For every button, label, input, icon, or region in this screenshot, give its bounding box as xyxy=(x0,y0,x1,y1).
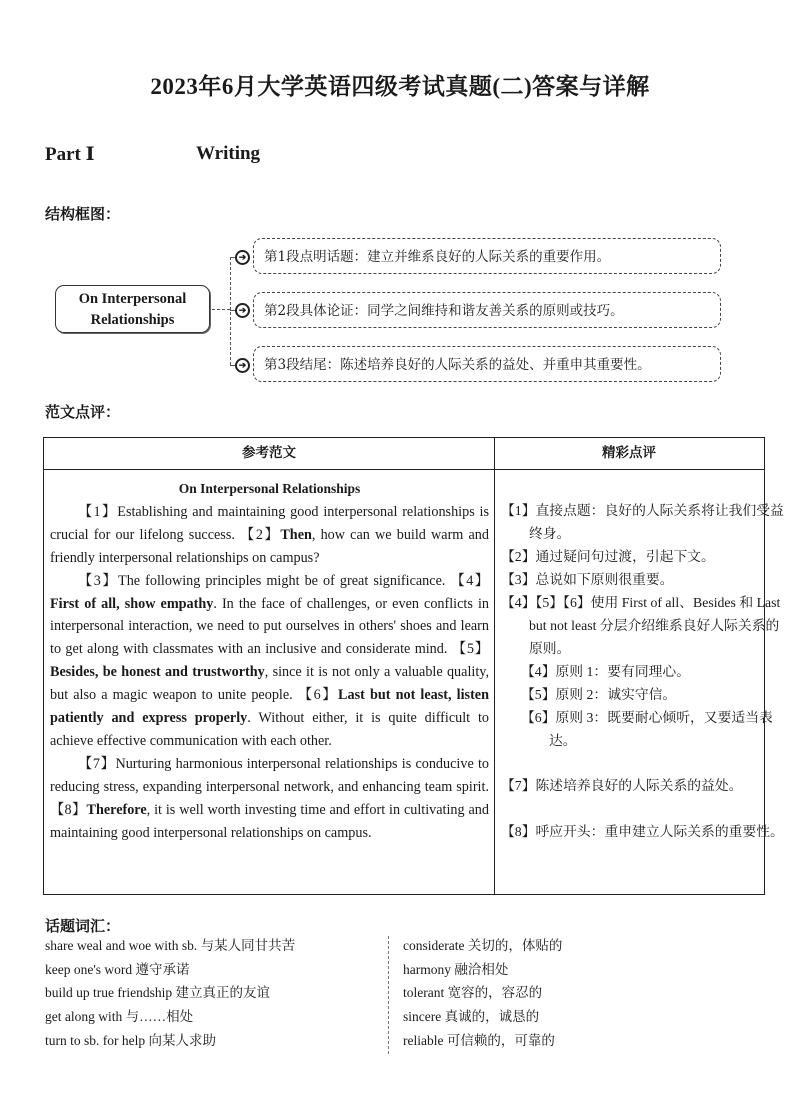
vocab-item: tolerant 宽容的，容忍的 xyxy=(403,985,543,1001)
vocab-item: turn to sb. for help 向某人求助 xyxy=(45,1032,216,1048)
essay-paragraph xyxy=(50,501,489,570)
connector xyxy=(212,309,230,310)
vocab-item: reliable 可信赖的，可靠的 xyxy=(403,1032,555,1048)
diagram-root xyxy=(55,285,210,333)
essay-bold-phrase: First of all, show empathy xyxy=(50,595,214,612)
vocabulary-divider xyxy=(388,936,389,1054)
vocabulary-left xyxy=(45,934,295,1053)
essay-text: 【3】The following principles might be of great significance. 【4】 xyxy=(78,572,489,589)
comment-item: 【2】通过疑问句过渡，引起下文。 xyxy=(501,549,715,564)
column-header-comment: 精彩点评 xyxy=(494,438,764,470)
comment-subitem: 【6】原则 3：既要耐心倾听，又要适当表达。 xyxy=(521,710,773,748)
part-number: Part Ⅰ xyxy=(45,144,95,165)
essay-text: , how can we build warm and friendly interpersonal relationships on campus? xyxy=(50,526,489,566)
structure-diagram xyxy=(50,230,730,390)
page-title: 2023年6月大学英语四级考试真题(二)答案与详解 xyxy=(150,74,650,99)
vocab-item: keep one's word 遵守承诺 xyxy=(45,961,190,977)
comment-subitem: 【4】原则 1：要有同理心。 xyxy=(521,664,691,679)
review-heading: 范文点评： xyxy=(45,403,121,421)
essay-text: , it is well worth investing time and effort in cultivating and maintaining good interpersonal relationships on campus. xyxy=(50,801,489,841)
column-divider xyxy=(494,438,495,894)
essay-title: On Interpersonal Relationships xyxy=(178,481,361,496)
comment-subitem: 【5】原则 2：诚实守信。 xyxy=(521,687,677,702)
essay-paragraph xyxy=(50,570,489,753)
vocab-item: considerate 关切的，体贴的 xyxy=(403,938,563,953)
root-line: Relationships xyxy=(90,312,175,328)
part-name: Writing xyxy=(196,143,261,164)
vocab-item: share weal and woe with sb. 与某人同甘共苦 xyxy=(45,938,296,953)
column-header-essay: 参考范文 xyxy=(44,438,494,470)
comment-item: 【8】呼应开头：重申建立人际关系的重要性。 xyxy=(501,824,784,839)
arrow-icon: ➔ xyxy=(235,358,250,373)
comment-item: 【4】【5】【6】使用 First of all、Besides 和 Last but not least 分层介绍维系良好人际关系的原则。 xyxy=(501,595,781,656)
arrow-icon: ➔ xyxy=(235,250,250,265)
essay-text: 【7】Nurturing harmonious interpersonal relationships is conducive to reducing stress, expanding interpersonal network, and enhancing team spirit. 【8】 xyxy=(50,755,489,818)
arrow-icon: ➔ xyxy=(235,303,250,318)
essay-bold-phrase: Therefore xyxy=(86,801,147,818)
vocab-item: build up true friendship 建立真正的友谊 xyxy=(45,985,270,1001)
vocab-item: get along with 与……相处 xyxy=(45,1009,194,1025)
connector xyxy=(230,257,231,365)
essay-text: . Without either, it is quite difficult to achieve effective communication with each other. xyxy=(50,710,490,749)
vocabulary-right xyxy=(403,934,562,1053)
review-table xyxy=(43,437,784,895)
vocab-item: harmony 融洽相处 xyxy=(403,961,509,977)
essay-bold-phrase: Besides, be honest and trustworthy xyxy=(50,664,265,681)
root-line: On Interpersonal xyxy=(78,291,187,307)
vocabulary-heading: 话题词汇： xyxy=(45,917,121,935)
comment-item: 【3】总说如下原则很重要。 xyxy=(501,572,674,587)
essay-text: 【1】Establishing and maintaining good interpersonal relationships is crucial for our lifelong success. 【2】 xyxy=(50,503,489,543)
essay-text: , since it is not only a valuable quality, but also a magic weapon to unite people. 【6】 xyxy=(50,664,489,704)
essay-paragraph xyxy=(50,753,489,845)
comment-item: 【7】陈述培养良好的人际关系的益处。 xyxy=(501,778,743,793)
vocab-item: sincere 真诚的，诚恳的 xyxy=(403,1009,540,1025)
essay-bold-phrase: Then xyxy=(280,526,312,543)
essay-bold-phrase: Last but not least, listen patiently and express properly xyxy=(50,687,489,727)
diagram-branch: 第2段具体论证：同学之间维持和谐友善关系的原则或技巧。 xyxy=(253,292,721,328)
diagram-branch: 第3段结尾：陈述培养良好的人际关系的益处、并重申其重要性。 xyxy=(253,346,721,382)
structure-heading: 结构框图： xyxy=(45,205,121,223)
model-essay xyxy=(50,478,489,845)
essay-text: . In the face of challenges, or even conflicts in interpersonal interaction, we need to put ourselves in others' shoes and learn to get along with classmates with an inclusive and considerate mind. 【5】 xyxy=(50,595,489,658)
comment-item: 【1】直接点题：良好的人际关系将让我们受益终身。 xyxy=(501,503,784,541)
diagram-branch: 第1段点明话题：建立并维系良好的人际关系的重要作用。 xyxy=(253,238,721,274)
